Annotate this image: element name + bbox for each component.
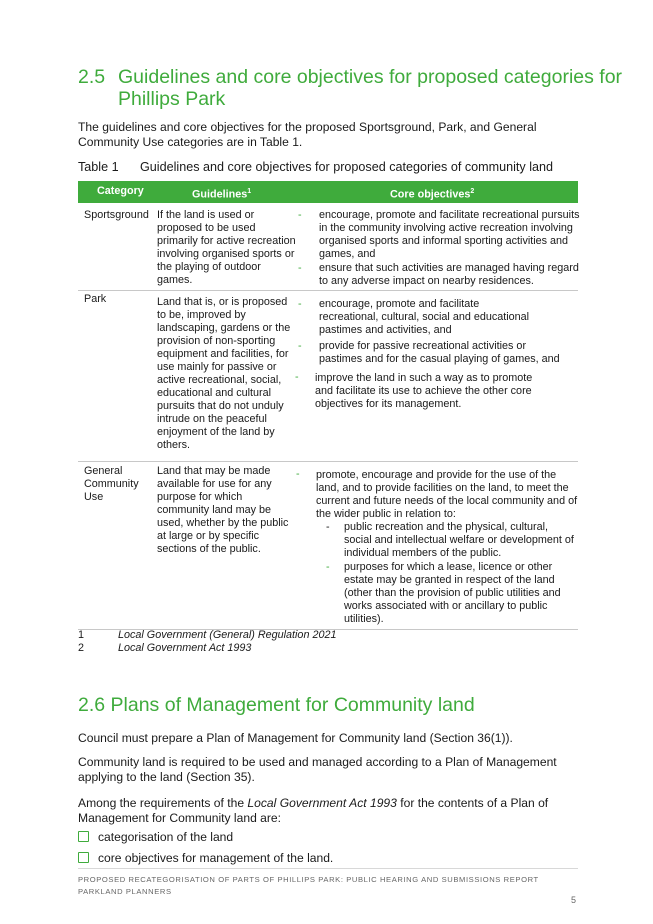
footnote-number: 1 (78, 629, 85, 641)
section-number: 2.5 (78, 66, 106, 88)
checkbox-bullet-icon (78, 831, 89, 842)
paragraph: Council must prepare a Plan of Management for Community land (Section 36(1)). (78, 731, 513, 745)
row-objective: provide for passive recreational activities or pastimes and for the casual playing of games, and (319, 340, 560, 365)
row-category: Sportsground (84, 209, 149, 221)
row-category: General Community Use (84, 465, 139, 503)
paragraph-text: for the contents of a Plan of Management for Community land are: (78, 796, 549, 825)
list-item-text: core objectives for management of the land. (98, 851, 334, 865)
row-objective: promote, encourage and provide for the use of the land, and to provide facilities on the land, to meet the current and future needs of the local community and of the wider public in relation to: (316, 469, 578, 520)
footnote-ref-1: 1 (247, 188, 252, 195)
table-row (78, 206, 578, 291)
table-caption-label: Table 1 (78, 160, 119, 174)
dash-bullet: - (298, 209, 302, 221)
table-row (78, 291, 578, 462)
paragraph: Community land is required to be used and managed according to a Plan of Management applying to the land (Section 35). (78, 755, 557, 784)
checkbox-bullet-icon (78, 852, 89, 863)
header-guidelines-text: Guidelines (192, 188, 248, 201)
dash-bullet: - (326, 521, 330, 533)
dash-bullet: - (326, 561, 330, 573)
paragraph (78, 796, 583, 826)
dash-bullet: - (298, 340, 302, 352)
header-guidelines (192, 185, 251, 202)
footnote-ref-2: 2 (470, 188, 475, 195)
section-title: Guidelines and core objectives for proposed categories for Phillips Park (118, 66, 623, 110)
row-guideline: If the land is used or proposed to be used primarily for active recreation involving organised sports or the playing of outdoor games. (157, 209, 296, 286)
table-caption-text: Guidelines and core objectives for proposed categories of community land (140, 160, 554, 174)
table-row (78, 462, 578, 630)
row-guideline: Land that is, or is proposed to be, improved by landscaping, gardens or the provision of non-sporting equipment and facilities, for use mainly for passive or active recreational, social, educational and cultural pursuits that do not unduly intrude on the peaceful enjoyment of the land by others. (157, 296, 291, 451)
row-sub-objective: public recreation and the physical, cultural, social and intellectual welfare or development of individual members of the public. (344, 521, 574, 559)
dash-bullet: - (298, 262, 302, 274)
dash-bullet: - (296, 468, 300, 480)
row-guideline: Land that may be made available for use for any purpose for which community land may be used, whether by the public at large or by specific sections of the public. (157, 465, 289, 555)
header-objectives (390, 185, 474, 202)
table-header (78, 181, 578, 203)
footnote-number: 2 (78, 642, 85, 654)
header-category: Category (97, 185, 144, 197)
row-objective: ensure that such activities are managed having regard to any adverse impact on nearby residences. (319, 262, 579, 287)
footnote-text: Local Government Act 1993 (118, 642, 252, 654)
page-number: 5 (571, 895, 577, 905)
footer-author: PARKLAND PLANNERS (78, 887, 172, 896)
paragraph-text: Among the requirements of the (78, 796, 248, 810)
dash-bullet: - (298, 298, 302, 310)
row-objective: encourage, promote and facilitate recreational pursuits in the community involving active recreation involving organised sports and informal sporting activities and games, and (319, 209, 580, 260)
row-sub-objective: purposes for which a lease, licence or other estate may be granted in respect of the land (other than the provision of public utilities and works associated with or ancillary to public utilities). (344, 561, 561, 625)
row-objective: improve the land in such a way as to promote and facilitate its use to achieve the other core objectives for its management. (315, 372, 533, 410)
act-title: Local Government Act 1993 (247, 796, 397, 810)
intro-paragraph: The guidelines and core objectives for the proposed Sportsground, Park, and General Community Use categories are in Table 1. (78, 120, 537, 149)
row-category: Park (84, 293, 107, 305)
dash-bullet: - (295, 371, 299, 383)
row-objective: encourage, promote and facilitate recreational, cultural, social and educational pastimes and activities, and (319, 298, 530, 336)
footer-report-title: PROPOSED RECATEGORISATION OF PARTS OF PHILLIPS PARK: PUBLIC HEARING AND SUBMISSIONS REPORT (78, 875, 539, 884)
header-objectives-text: Core objectives (390, 188, 471, 201)
list-item-text: categorisation of the land (98, 830, 234, 844)
page-footer (78, 868, 578, 896)
section-title: 2.6 Plans of Management for Community land (78, 694, 475, 716)
footnote-text: Local Government (General) Regulation 2021 (118, 629, 337, 641)
